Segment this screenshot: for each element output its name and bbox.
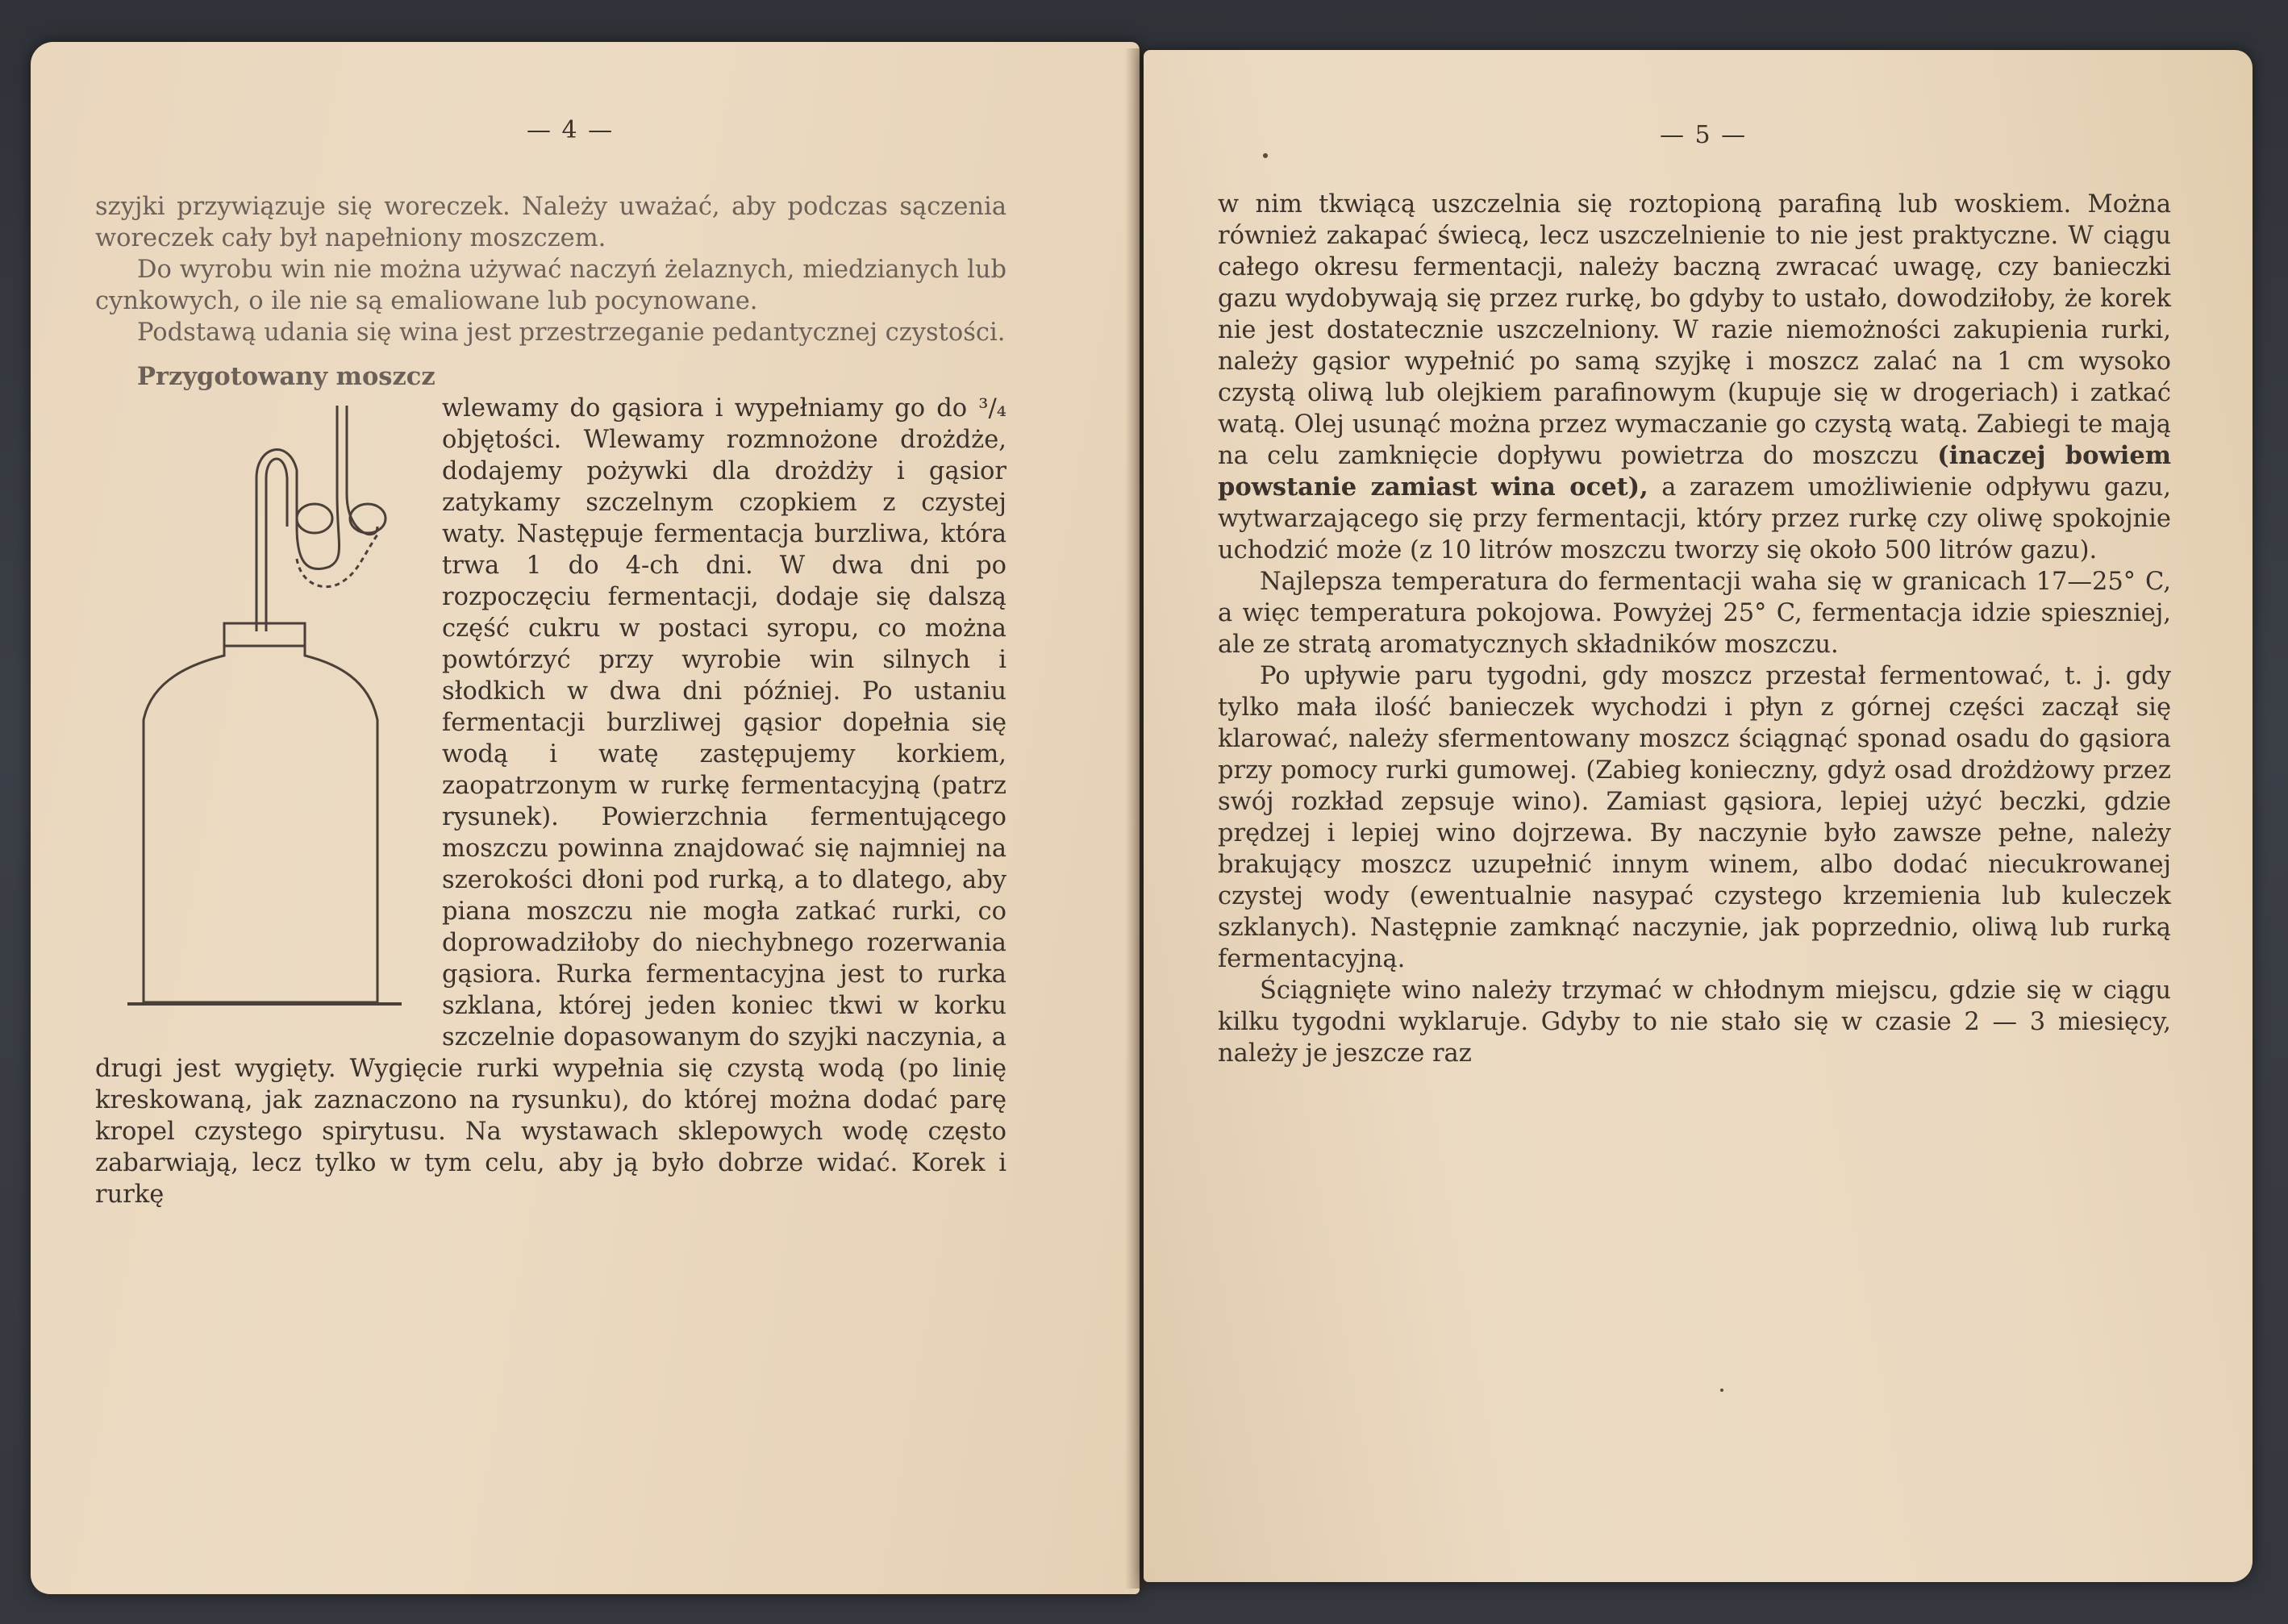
fermentation-flask-illustration [95, 398, 426, 1035]
bold-phrase: (inaczej bowiem powstanie zamiast wina ocet), [1218, 441, 2171, 502]
paragraph-part: w nim tkwiącą uszczelnia się roztopioną parafiną lub woskiem. Można również zakapać świecą, lecz uszczelnienie to nie jest praktyczne. W ciągu całego okresu fermentacji, należy baczną zwracać uwagę, czy banieczki gazu wydobywają się przez rurkę, bo gdyby to ustało, dowodziłoby, że korek nie jest dostatecznie uszczelniony. W razie niemożności zakupienia rurki, należy gąsior wypełnić po samą szyjkę i moszcz zalać na 1 cm wysoko czystą oliwą lub olejkiem parafinowym (kupuje się w drogeriach) i zatkać watą. Olej usunąć można przez wymaczanie go czystą watą. Zabiegi te mają na celu zamknięcie dopływu powietrza do moszczu [1218, 190, 2171, 470]
paragraph: Podstawą udania się wina jest przestrzeganie pedantycznej czystości. [137, 319, 1006, 347]
paragraph-part: a zarazem umożliwienie odpływu gazu, wytwarzającego się przy fermentacji, który przez rurkę czy oliwę spokojnie uchodzić może (z 10 litrów moszczu tworzy się około 500 litrów gazu). [1218, 473, 2172, 564]
paragraph: szyjki przywiązuje się woreczek. Należy uważać, aby podczas sączenia woreczek cały był napełniony moszczem. [95, 193, 1006, 252]
paragraph: Ściągnięte wino należy trzymać w chłodnym miejscu, gdzie się w ciągu kilku tygodni wyklaruje. Gdyby to nie stało się w czasie 2 — 3 miesięcy, należy je jeszcze raz [1218, 976, 2171, 1068]
paragraph: Do wyrobu win nie można używać naczyń żelaznych, miedzianych lub cynkowych, o ile nie są emaliowane lub pocynowane. [95, 256, 1006, 315]
bold-phrase: Przygotowany moszcz [137, 362, 436, 391]
paragraph-with-figure [95, 393, 1006, 1210]
left-text-column [95, 191, 1006, 1210]
paragraph-body: wlewamy do gąsiora i wypełniamy go do ³/₄ objętości. Wlewamy rozmnożone drożdże, dodajemy pożywki dla drożdży i gąsior zatykamy szczelnym czopkiem z czystej waty. Następuje fermentacja burzliwa, która trwa 1 do 4-ch dni. W dwa dni po rozpoczęciu fermentacji, dodaje się dalszą część cukru w postaci syropu, co można powtórzyć przy wyrobie win silnych i słodkich w dwa dni później. Po ustaniu fermentacji burzliwej gąsior dopełnia się wodą i watę zastępujemy korkiem, zaopatrzonym w rurkę fermentacyjną (patrz rysunek). Powierzchnia fermentującego moszczu powinna znajdować się najmniej na szerokości dłoni pod rurką, a to dlatego, aby piana moszczu nie mogła zatkać rurki, co doprowadziłoby do niechybnego rozerwania gąsiora. Rurka fermentacyjna jest to rurka szklana, której jeden koniec tkwi w korku szczelnie dopasowanym do szyjki naczynia, a drugi jest wygięty. Wygięcie rurki wypełnia się czystą wodą (po linię kreskowaną, jak zaznaczono na rysunku), do której można dodać parę kropel czystego spirytusu. Na wystawach sklepowych wodę często zabarwiają, lecz tylko w tym celu, aby ją było dobrze widać. Korek i rurkę [95, 394, 1006, 1209]
paragraph [1218, 189, 2171, 566]
page-number-left: — 4 — [527, 116, 615, 144]
paper-speck [1263, 153, 1268, 158]
right-text-column [1218, 189, 2171, 1069]
paragraph: Najlepsza temperatura do fermentacji waha się w granicach 17—25° C, a więc temperatura pokojowa. Powyżej 25° C, fermentacja idzie spieszniej, ale ze stratą aromatycznych składników moszczu. [1218, 568, 2171, 659]
right-page [1144, 50, 2253, 1582]
left-page [31, 42, 1140, 1594]
paragraph [95, 361, 1006, 393]
paper-speck [1720, 1389, 1723, 1392]
paragraph: Po upływie paru tygodni, gdy moszcz przestał fermentować, t. j. gdy tylko mała ilość banieczek wychodzi i płyn z górnej części zaczął się klarować, należy sfermentowany moszcz ściągnąć sponad osadu do gąsiora przy pomocy rurki gumowej. (Zabieg konieczny, gdyż osad drożdżowy przez swój rozkład zepsuje wino). Zamiast gąsiora, lepiej użyć beczki, gdzie prędzej i lepiej wino dojrzewa. By naczynie było zawsze pełne, należy brakujący moszcz uzupełnić innym winem, albo dodać niecukrowanej czystej wody (ewentualnie nasypać czystego krzemienia lub kuleczek szklanych). Następnie zamknąć naczynie, jak poprzednio, oliwą lub rurką fermentacyjną. [1218, 662, 2171, 973]
page-number-right: — 5 — [1660, 121, 1748, 149]
flask-drawing [95, 398, 426, 1035]
